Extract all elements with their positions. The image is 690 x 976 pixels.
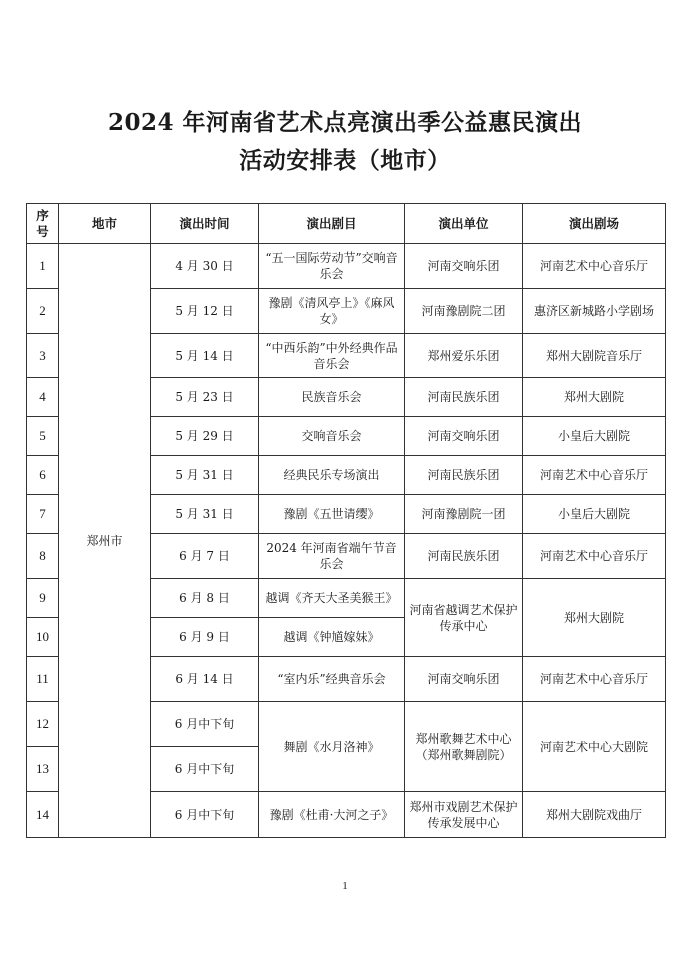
- venue-cell: 小皇后大剧院: [523, 495, 666, 534]
- time-cell: 5 月 31 日: [151, 495, 259, 534]
- city-cell: 郑州市: [59, 244, 151, 838]
- unit-cell: 河南交响乐团: [405, 657, 523, 702]
- unit-cell: 河南豫剧院二团: [405, 289, 523, 334]
- seq-cell: 13: [27, 747, 59, 792]
- venue-cell: 郑州大剧院: [523, 579, 666, 657]
- header-unit: 演出单位: [405, 204, 523, 244]
- program-cell: 交响音乐会: [259, 417, 405, 456]
- program-cell: “五一国际劳动节”交响音乐会: [259, 244, 405, 289]
- unit-cell: 河南交响乐团: [405, 417, 523, 456]
- seq-cell: 10: [27, 618, 59, 657]
- seq-cell: 1: [27, 244, 59, 289]
- unit-cell: 河南交响乐团: [405, 244, 523, 289]
- time-cell: 5 月 12 日: [151, 289, 259, 334]
- time-cell: 6 月 9 日: [151, 618, 259, 657]
- program-cell: 豫剧《清风亭上》《麻风女》: [259, 289, 405, 334]
- seq-cell: 14: [27, 792, 59, 838]
- unit-cell: 郑州市戏剧艺术保护传承发展中心: [405, 792, 523, 838]
- venue-cell: 郑州大剧院戏曲厅: [523, 792, 666, 838]
- program-cell: 2024 年河南省端午节音乐会: [259, 534, 405, 579]
- time-cell: 6 月中下旬: [151, 702, 259, 747]
- header-program: 演出剧目: [259, 204, 405, 244]
- header-row: [27, 204, 666, 244]
- venue-cell: 郑州大剧院: [523, 378, 666, 417]
- venue-cell: 郑州大剧院音乐厅: [523, 334, 666, 378]
- seq-cell: 12: [27, 702, 59, 747]
- program-cell: 舞剧《水月洛神》: [259, 702, 405, 792]
- unit-cell: 河南民族乐团: [405, 456, 523, 495]
- program-cell: 经典民乐专场演出: [259, 456, 405, 495]
- seq-cell: 6: [27, 456, 59, 495]
- venue-cell: 小皇后大剧院: [523, 417, 666, 456]
- venue-cell: 惠济区新城路小学剧场: [523, 289, 666, 334]
- time-cell: 5 月 29 日: [151, 417, 259, 456]
- program-cell: 越调《钟馗嫁妹》: [259, 618, 405, 657]
- program-cell: “室内乐”经典音乐会: [259, 657, 405, 702]
- venue-cell: 河南艺术中心大剧院: [523, 702, 666, 792]
- seq-cell: 8: [27, 534, 59, 579]
- seq-cell: 7: [27, 495, 59, 534]
- seq-cell: 5: [27, 417, 59, 456]
- schedule-table: [26, 203, 666, 838]
- header-time: 演出时间: [151, 204, 259, 244]
- unit-cell: 河南省越调艺术保护传承中心: [405, 579, 523, 657]
- program-cell: 民族音乐会: [259, 378, 405, 417]
- seq-cell: 4: [27, 378, 59, 417]
- time-cell: 5 月 14 日: [151, 334, 259, 378]
- program-cell: 豫剧《杜甫·大河之子》: [259, 792, 405, 838]
- unit-cell: 郑州歌舞艺术中心（郑州歌舞剧院）: [405, 702, 523, 792]
- unit-cell: 河南民族乐团: [405, 534, 523, 579]
- venue-cell: 河南艺术中心音乐厅: [523, 244, 666, 289]
- time-cell: 6 月 8 日: [151, 579, 259, 618]
- seq-cell: 11: [27, 657, 59, 702]
- header-venue: 演出剧场: [523, 204, 666, 244]
- venue-cell: 河南艺术中心音乐厅: [523, 534, 666, 579]
- time-cell: 6 月 7 日: [151, 534, 259, 579]
- program-cell: 越调《齐天大圣美猴王》: [259, 579, 405, 618]
- time-cell: 5 月 31 日: [151, 456, 259, 495]
- time-cell: 5 月 23 日: [151, 378, 259, 417]
- seq-cell: 3: [27, 334, 59, 378]
- document-title-line2: 活动安排表（地市）: [239, 147, 451, 174]
- unit-cell: 河南民族乐团: [405, 378, 523, 417]
- unit-cell: 郑州爱乐乐团: [405, 334, 523, 378]
- time-cell: 6 月中下旬: [151, 792, 259, 838]
- time-cell: 6 月中下旬: [151, 747, 259, 792]
- seq-cell: 9: [27, 579, 59, 618]
- program-cell: 豫剧《五世请缨》: [259, 495, 405, 534]
- venue-cell: 河南艺术中心音乐厅: [523, 456, 666, 495]
- program-cell: “中西乐韵”中外经典作品音乐会: [259, 334, 405, 378]
- page-number: 1: [342, 880, 348, 892]
- seq-cell: 2: [27, 289, 59, 334]
- time-cell: 4 月 30 日: [151, 244, 259, 289]
- header-city: 地市: [59, 204, 151, 244]
- table-row: [27, 244, 666, 289]
- venue-cell: 河南艺术中心音乐厅: [523, 657, 666, 702]
- unit-cell: 河南豫剧院一团: [405, 495, 523, 534]
- time-cell: 6 月 14 日: [151, 657, 259, 702]
- header-seq: 序号: [27, 204, 59, 244]
- document-title-line1: 2024 年河南省艺术点亮演出季公益惠民演出: [107, 109, 583, 136]
